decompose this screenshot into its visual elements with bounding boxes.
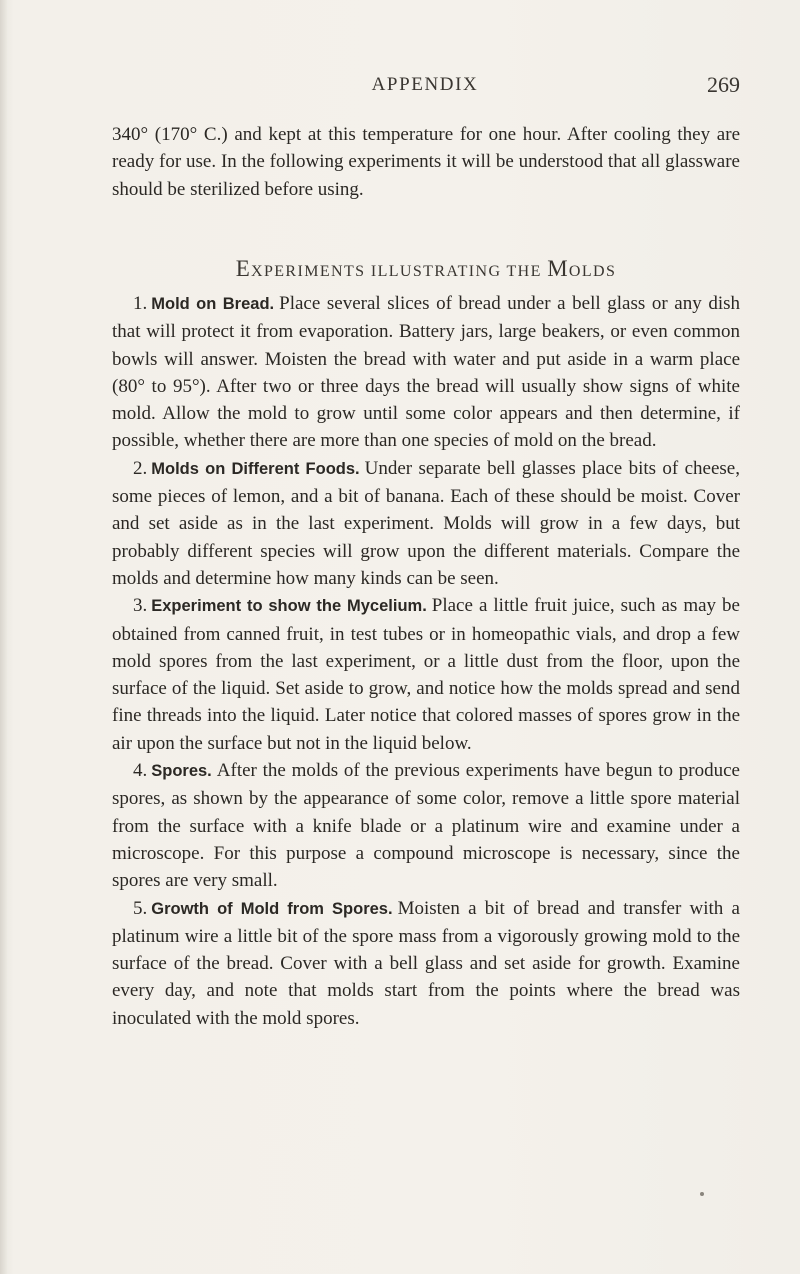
experiment-1 [112, 290, 740, 455]
experiment-number: 2. [133, 457, 148, 479]
experiment-title: Growth of Mold from Spores. [151, 899, 393, 918]
section-heading-small-2: OLDS [568, 263, 617, 280]
experiment-number: 1. [133, 293, 148, 314]
experiment-title: Molds on Different Foods. [151, 459, 360, 478]
experiment-title: Experiment to show the Mycelium. [151, 597, 427, 616]
experiment-2 [112, 455, 740, 592]
experiment-text: Place a little fruit juice, such as may be obtained from canned fruit, in test tubes or in homeopathic vials, and drop a few mold spores from the last experiment, or a little dust from the floor, upon the surface of the liquid. Set aside to grow, and notice how the molds spread and send fine threads into the liquid. Later notice that colored masses of spores grow in the air upon the surface but not in the liquid below. [112, 595, 740, 754]
page-gutter [0, 0, 7, 1274]
experiment-text: Place several slices of bread under a bell glass or any dish that will protect it from evaporation. Battery jars, large beakers, or even common bowls will answer. Moisten the bread with water and put aside in a warm place (80° to 95°). After two or three days the bread will usually show signs of white mold. Allow the mold to grow until some color appears and then determine, if possible, whether there are more than one species of mold on the bread. [112, 293, 741, 452]
print-speck [700, 1192, 704, 1196]
running-head [110, 72, 740, 102]
section-heading-cap-1: E [235, 256, 251, 281]
experiment-number: 4. [133, 760, 148, 782]
experiment-text: After the molds of the previous experiments have begun to produce spores, as shown by the appearance of some color, remove a little spore material from the surface with a knife blade or a platinum wire and examine under a microscope. For this purpose a compound microscope is necessary, since the spores are very small. [112, 760, 740, 892]
experiment-title: Spores. [151, 762, 212, 781]
experiment-4 [112, 757, 740, 894]
section-heading [112, 256, 740, 282]
section-heading-small-1: XPERIMENTS ILLUSTRATING THE [250, 263, 548, 280]
experiment-title: Mold on Bread. [151, 295, 275, 313]
experiment-text: Moisten a bit of bread and transfer with a platinum wire a little bit of the spore mass from a vigorously growing mold to the surface of the bread. Cover with a bell glass and set aside for growth. Examine every day, and note that molds start from the points where the bread was inoculated with the mold spores. [112, 897, 740, 1029]
section-heading-cap-2: M [547, 256, 569, 281]
header-title: APPENDIX [371, 74, 479, 95]
experiment-number: 3. [133, 595, 148, 617]
experiment-3 [112, 592, 740, 757]
experiment-number: 5. [133, 897, 148, 919]
experiments-list [112, 290, 740, 1032]
intro-paragraph-block [112, 121, 740, 203]
intro-paragraph: 340° (170° C.) and kept at this temperature for one hour. After cooling they are ready for use. In the following experiments it will be understood that all glassware should be sterilized before using. [112, 124, 740, 200]
experiment-text: Under separate bell glasses place bits of cheese, some pieces of lemon, and a bit of banana. Each of these should be moist. Cover and set aside as in the last experiment. Molds will grow in a few days, but probably different species will grow upon the different materials. Compare the molds and determine how many kinds can be seen. [112, 457, 740, 589]
experiment-5 [112, 895, 740, 1032]
page-number: 269 [707, 72, 740, 97]
